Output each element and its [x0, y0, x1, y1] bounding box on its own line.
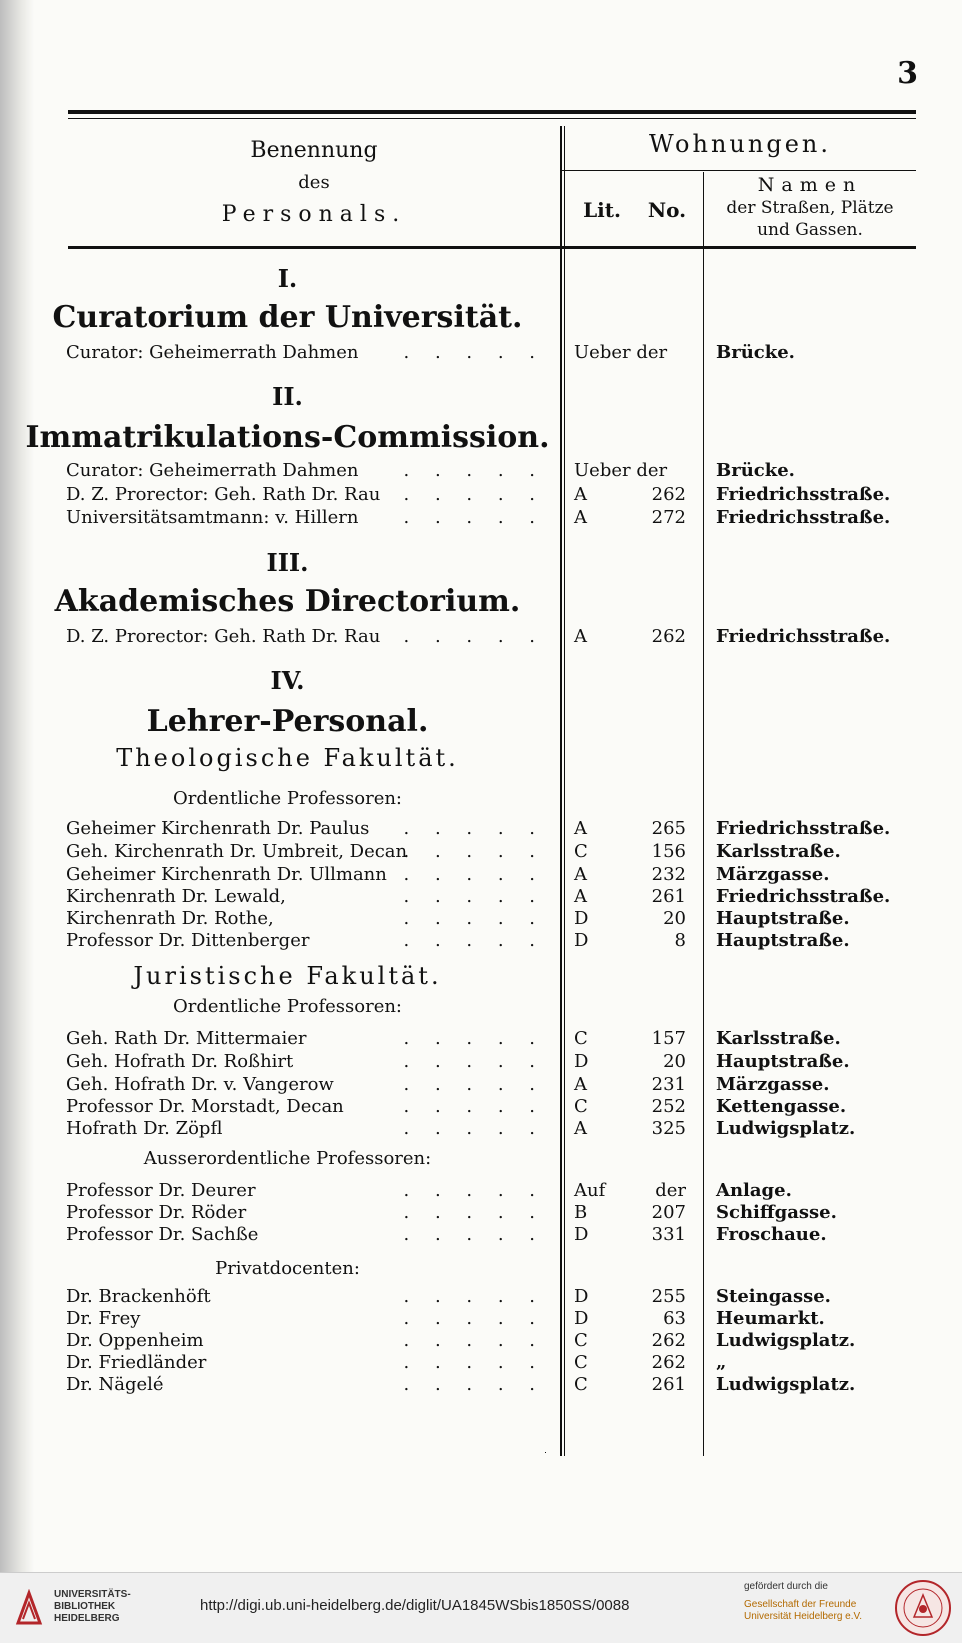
person-name: D. Z. Prorector: Geh. Rath Dr. Rau — [66, 484, 381, 505]
house-number: 20 — [663, 908, 686, 929]
library-line-3: HEIDELBERG — [54, 1613, 120, 1624]
header-wohnungen: Wohnungen. — [649, 130, 831, 158]
person-name: Universitätsamtmann: v. Hillern — [66, 507, 359, 528]
table-row — [0, 1180, 962, 1204]
faculty-title: Juristische Fakultät. — [133, 962, 442, 990]
street-name: Friedrichsstraße. — [716, 507, 891, 528]
society-line-2: Universität Heidelberg e.V. — [744, 1611, 863, 1622]
leader-dots: . . . . . — [403, 1028, 545, 1049]
address-letter: D — [574, 930, 589, 951]
house-number: 231 — [651, 1074, 686, 1095]
leader-dots: . . . . . — [403, 1224, 545, 1245]
address-letter: D — [574, 1308, 589, 1329]
person-name: Kirchenrath Dr. Rothe, — [66, 908, 274, 929]
street-name: Brücke. — [716, 342, 795, 363]
leader-dots: . . . . . — [403, 1308, 545, 1329]
group-label: Ordentliche Professoren: — [172, 996, 403, 1017]
table-row — [0, 1352, 962, 1376]
person-name: Geh. Kirchenrath Dr. Umbreit, Decan — [66, 841, 408, 862]
person-name: Dr. Frey — [66, 1308, 141, 1329]
person-name: Dr. Friedländer — [66, 1352, 207, 1373]
house-number: 8 — [674, 930, 686, 951]
street-name: Brücke. — [716, 460, 795, 481]
table-row — [0, 1374, 962, 1398]
table-row — [0, 841, 962, 865]
library-line-1: UNIVERSITÄTS- — [54, 1589, 131, 1600]
wohnungen-rule — [562, 170, 916, 171]
header-lit: Lit. — [583, 198, 621, 222]
house-number: 157 — [651, 1028, 686, 1049]
table-row — [0, 1118, 962, 1142]
street-name: Ludwigsplatz. — [716, 1118, 856, 1139]
person-name: Hofrath Dr. Zöpfl — [66, 1118, 223, 1139]
address-letter: C — [574, 841, 588, 862]
top-thin-rule — [68, 118, 916, 119]
house-number: 261 — [651, 1374, 686, 1395]
street-name: Steingasse. — [716, 1286, 831, 1307]
person-name: Professor Dr. Deurer — [66, 1180, 256, 1201]
leader-dots: . . . . . — [403, 507, 545, 528]
page-number: 3 — [897, 56, 918, 91]
address-letter: A — [574, 484, 587, 505]
leader-dots: . . . . . — [403, 1096, 545, 1117]
street-name: Hauptstraße. — [716, 908, 850, 929]
leader-dots: . . . . . — [403, 1074, 545, 1095]
group-label: Ausserordentliche Professoren: — [143, 1148, 432, 1169]
person-name: Professor Dr. Morstadt, Decan — [66, 1096, 344, 1117]
address-letter: Ueber der — [574, 460, 668, 481]
table-row — [0, 626, 962, 650]
address-letter: C — [574, 1096, 588, 1117]
society-name — [744, 1599, 862, 1623]
person-name: Geh. Rath Dr. Mittermaier — [66, 1028, 307, 1049]
table-row — [0, 1202, 962, 1226]
leader-dots: . . . . . — [403, 908, 545, 929]
leader-dots: . . . . . — [403, 1286, 545, 1307]
person-name: Geheimer Kirchenrath Dr. Paulus — [66, 818, 370, 839]
house-number: 325 — [651, 1118, 686, 1139]
leader-dots: . . . . . — [403, 886, 545, 907]
table-row — [0, 484, 962, 508]
address-letter: A — [574, 864, 587, 885]
house-number: 252 — [651, 1096, 686, 1117]
street-name: Kettengasse. — [716, 1096, 847, 1117]
permalink-url[interactable]: http://digi.ub.uni-heidelberg.de/diglit/UA1845WSbis1850SS/0088 — [200, 1597, 630, 1614]
house-number: 262 — [651, 484, 686, 505]
address-letter: A — [574, 1118, 587, 1139]
street-name: Ludwigsplatz. — [716, 1330, 856, 1351]
person-name: Dr. Nägelé — [66, 1374, 164, 1395]
section-number: IV. — [270, 666, 305, 695]
section-title: Akademisches Directorium. — [54, 584, 521, 619]
faculty-title: Theologische Fakultät. — [116, 744, 459, 772]
leader-dots: . . . . . — [403, 484, 545, 505]
leader-dots: . . . . . — [403, 626, 545, 647]
section-title: Lehrer-Personal. — [146, 704, 429, 739]
person-name: Dr. Oppenheim — [66, 1330, 204, 1351]
table-row — [0, 818, 962, 842]
table-row — [0, 1286, 962, 1310]
university-seal-icon — [894, 1579, 952, 1637]
table-row — [0, 1330, 962, 1354]
person-name: Kirchenrath Dr. Lewald, — [66, 886, 286, 907]
library-name — [54, 1589, 131, 1625]
address-letter: B — [574, 1202, 588, 1223]
house-number: 265 — [651, 818, 686, 839]
leader-dots: . . . . . — [403, 1202, 545, 1223]
address-letter: A — [574, 507, 587, 528]
section-title: Curatorium der Universität. — [52, 300, 523, 335]
street-name: Friedrichsstraße. — [716, 484, 891, 505]
section-number: III. — [266, 548, 309, 577]
leader-dots: . . . . . — [403, 1051, 545, 1072]
table-row — [0, 1074, 962, 1098]
address-letter: Ueber der — [574, 342, 668, 363]
header-gassen: und Gassen. — [757, 220, 863, 240]
section-number: II. — [272, 382, 303, 411]
address-letter: A — [574, 626, 587, 647]
street-name: Friedrichsstraße. — [716, 886, 891, 907]
leader-dots: . . . . . — [403, 818, 545, 839]
leader-dots: . . . . . — [403, 864, 545, 885]
leader-dots: . . . . . — [403, 1330, 545, 1351]
house-number: der — [655, 1180, 686, 1201]
leader-dots: . . . . . — [403, 841, 545, 862]
house-number: 262 — [651, 1330, 686, 1351]
person-name: Curator: Geheimerrath Dahmen — [66, 460, 359, 481]
street-name: Märzgasse. — [716, 864, 830, 885]
leader-dots: . . . . . — [403, 1118, 545, 1139]
house-number: 156 — [651, 841, 686, 862]
leader-dots: . . . . . — [403, 342, 545, 363]
street-name: Karlsstraße. — [716, 841, 841, 862]
street-name: Märzgasse. — [716, 1074, 830, 1095]
person-name: Curator: Geheimerrath Dahmen — [66, 342, 359, 363]
house-number: 20 — [663, 1051, 686, 1072]
university-library-logo — [14, 1589, 44, 1627]
leader-dots: . . . . . — [403, 1374, 545, 1395]
table-row — [0, 864, 962, 888]
header-benennung: Benennung — [250, 138, 378, 163]
house-number: 261 — [651, 886, 686, 907]
leader-dots: . . . . . — [403, 460, 545, 481]
house-number: 331 — [651, 1224, 686, 1245]
street-name: Froschaue. — [716, 1224, 827, 1245]
address-letter: D — [574, 1286, 589, 1307]
header-des: des — [298, 172, 330, 193]
person-name: Geheimer Kirchenrath Dr. Ullmann — [66, 864, 387, 885]
house-number: 207 — [651, 1202, 686, 1223]
table-row — [0, 460, 962, 484]
street-name: Hauptstraße. — [716, 930, 850, 951]
header-strassen: der Straßen, Plätze — [726, 198, 894, 218]
street-name: Heumarkt. — [716, 1308, 825, 1329]
leader-dots: . . . . . — [403, 1352, 545, 1373]
table-row — [0, 1224, 962, 1248]
street-name: Hauptstraße. — [716, 1051, 850, 1072]
street-name: Ludwigsplatz. — [716, 1374, 856, 1395]
table-row — [0, 930, 962, 954]
street-name: Friedrichsstraße. — [716, 626, 891, 647]
table-row — [0, 1308, 962, 1332]
header-bottom-rule — [68, 246, 916, 249]
person-name: D. Z. Prorector: Geh. Rath Dr. Rau — [66, 626, 381, 647]
street-name: Friedrichsstraße. — [716, 818, 891, 839]
street-name: Karlsstraße. — [716, 1028, 841, 1049]
top-double-rule — [68, 110, 916, 114]
table-row — [0, 1051, 962, 1075]
address-letter: D — [574, 1224, 589, 1245]
header-personals: Personals. — [221, 202, 407, 227]
street-name: „ — [716, 1352, 727, 1373]
person-name: Geh. Hofrath Dr. v. Vangerow — [66, 1074, 334, 1095]
address-letter: C — [574, 1330, 588, 1351]
leader-dots: . . . . . — [403, 1180, 545, 1201]
address-letter: A — [574, 886, 587, 907]
table-row — [0, 1028, 962, 1052]
header-namen: Namen — [757, 174, 863, 196]
table-row — [0, 1096, 962, 1120]
address-letter: D — [574, 908, 589, 929]
section-number: I. — [277, 264, 298, 293]
funded-by-label: gefördert durch die — [744, 1581, 828, 1592]
house-number: 262 — [651, 1352, 686, 1373]
address-letter: Auf — [574, 1180, 606, 1201]
leader-dots: . . . . . — [403, 930, 545, 951]
table-row — [0, 908, 962, 932]
digitization-footer — [0, 1572, 962, 1643]
table-row — [0, 886, 962, 910]
group-label: Privatdocenten: — [215, 1258, 360, 1279]
table-row — [0, 342, 962, 366]
bottom-rule — [545, 1452, 546, 1453]
address-letter: C — [574, 1028, 588, 1049]
street-name: Anlage. — [716, 1180, 792, 1201]
house-number: 63 — [663, 1308, 686, 1329]
person-name: Professor Dr. Dittenberger — [66, 930, 310, 951]
society-line-1: Gesellschaft der Freunde — [744, 1599, 857, 1610]
house-number: 262 — [651, 626, 686, 647]
address-letter: A — [574, 818, 587, 839]
address-letter: A — [574, 1074, 587, 1095]
header-no: No. — [647, 198, 687, 222]
group-label: Ordentliche Professoren: — [172, 788, 403, 809]
address-letter: D — [574, 1051, 589, 1072]
address-letter: C — [574, 1352, 588, 1373]
street-name: Schiffgasse. — [716, 1202, 837, 1223]
person-name: Geh. Hofrath Dr. Roßhirt — [66, 1051, 294, 1072]
house-number: 272 — [651, 507, 686, 528]
person-name: Professor Dr. Sachße — [66, 1224, 259, 1245]
library-line-2: BIBLIOTHEK — [54, 1601, 116, 1612]
house-number: 255 — [651, 1286, 686, 1307]
person-name: Professor Dr. Röder — [66, 1202, 247, 1223]
person-name: Dr. Brackenhöft — [66, 1286, 211, 1307]
address-letter: C — [574, 1374, 588, 1395]
table-row — [0, 507, 962, 531]
section-title: Immatrikulations-Commission. — [25, 420, 550, 455]
house-number: 232 — [651, 864, 686, 885]
